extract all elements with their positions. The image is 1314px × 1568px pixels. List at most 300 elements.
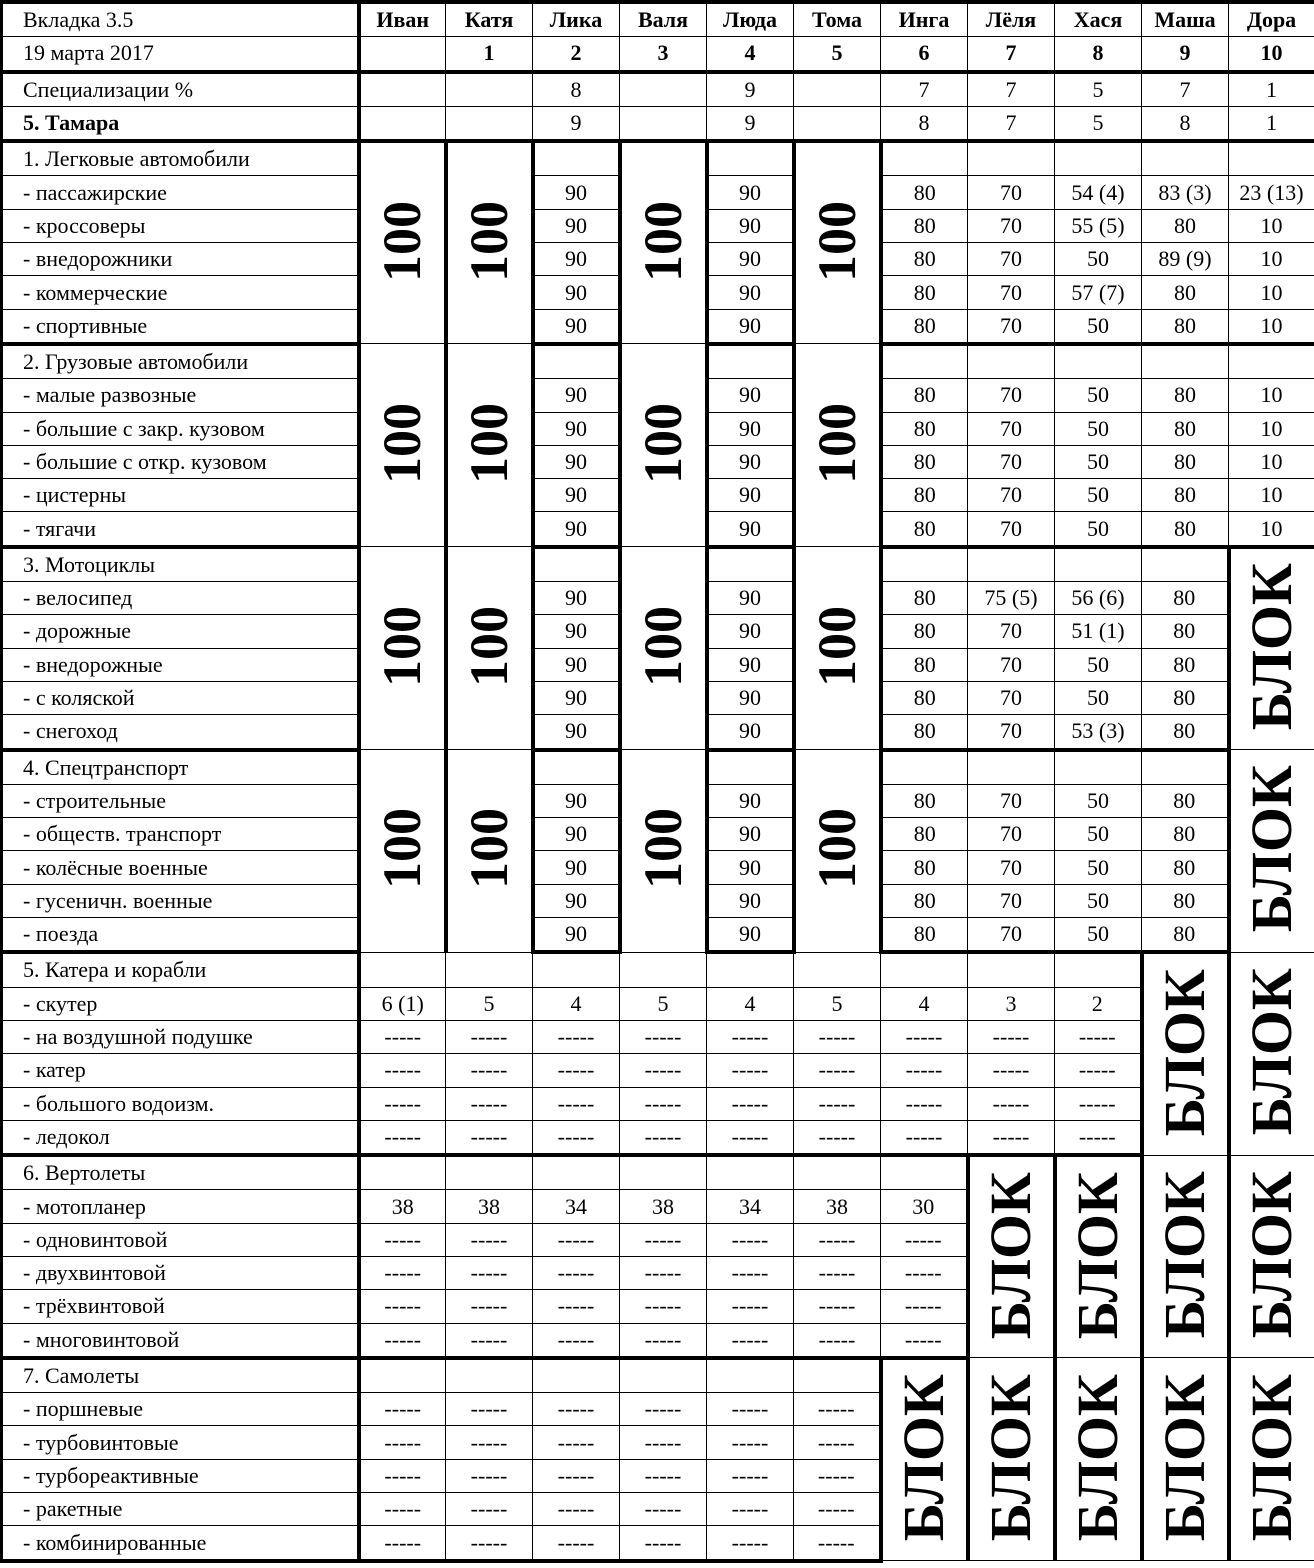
value-cell: 70 [968,884,1055,917]
merged-100-cell [794,750,881,953]
value-cell: ----- [707,1087,794,1120]
value-cell: 50 [1055,918,1142,953]
merged-100: 100 [807,200,867,282]
value-cell: 80 [1142,445,1229,478]
value-cell: ----- [446,1223,533,1256]
empty-cell [1229,344,1314,379]
value-cell: ----- [968,1120,1055,1155]
empty-cell [707,1155,794,1190]
value-cell: ----- [359,1054,446,1087]
value-cell: ----- [533,1290,620,1323]
blok-label: БЛОК [891,1374,956,1542]
merged-100-cell [620,141,707,344]
blok-label: БЛОК [978,1171,1043,1339]
blok-cell [1229,1155,1314,1358]
empty-cell [533,141,620,176]
value-cell: 38 [359,1190,446,1223]
spec-cell [620,72,707,107]
row-label: - турбовинтовые [2,1426,359,1459]
value-cell: 10 [1229,479,1314,512]
tamara-label: 5. Тамара [2,106,359,141]
row-label: - двухвинтовой [2,1256,359,1289]
empty-cell [968,750,1055,785]
value-cell: ----- [446,1020,533,1053]
value-cell: 90 [707,512,794,547]
value-cell: ----- [707,1120,794,1155]
value-cell: 90 [533,681,620,714]
merged-100-cell [359,750,446,953]
value-cell: 50 [1055,445,1142,478]
empty-cell [881,750,968,785]
value-cell: ----- [620,1393,707,1426]
value-cell: 10 [1229,412,1314,445]
empty-cell [881,141,968,176]
value-cell: 90 [533,243,620,276]
empty-cell [620,1155,707,1190]
value-cell: ----- [620,1290,707,1323]
value-cell: 90 [707,615,794,648]
value-cell: ----- [359,1426,446,1459]
value-cell: 70 [968,445,1055,478]
blok-cell [968,1358,1055,1561]
column-name: Иван [359,2,446,37]
value-cell: 90 [707,851,794,884]
merged-100-cell [620,344,707,547]
value-cell: 90 [533,715,620,750]
value-cell: 50 [1055,884,1142,917]
merged-100: 100 [807,402,867,484]
merged-100: 100 [459,200,519,282]
value-cell: 90 [707,309,794,344]
spec-cell: 9 [707,72,794,107]
value-cell: 90 [533,512,620,547]
blok-label: БЛОК [1152,1373,1217,1541]
value-cell: ----- [620,1087,707,1120]
spec-cell [794,72,881,107]
value-cell: ----- [881,1256,968,1289]
column-number: 8 [1055,37,1142,72]
value-cell: 38 [446,1190,533,1223]
value-cell: ----- [533,1323,620,1358]
value-cell: 80 [881,276,968,309]
value-cell: ----- [533,1256,620,1289]
value-cell: 90 [707,715,794,750]
empty-cell [1055,547,1142,582]
value-cell: ----- [533,1120,620,1155]
value-cell: 90 [707,176,794,209]
value-cell: 90 [707,582,794,615]
row-label: - гусеничн. военные [2,884,359,917]
value-cell: 53 (3) [1055,715,1142,750]
value-cell: 90 [707,445,794,478]
value-cell: 4 [881,987,968,1020]
spec-cell [359,72,446,107]
value-cell: 70 [968,276,1055,309]
value-cell: ----- [620,1323,707,1358]
value-cell: 80 [881,884,968,917]
merged-100: 100 [372,402,432,484]
merged-100-cell [620,547,707,750]
merged-100: 100 [633,605,693,687]
value-cell: 70 [968,615,1055,648]
row-label: - велосипед [2,582,359,615]
section-title: 2. Грузовые автомобили [2,344,359,379]
empty-cell [1229,141,1314,176]
value-cell: 90 [533,309,620,344]
value-cell: ----- [707,1256,794,1289]
value-cell: ----- [1055,1087,1142,1120]
value-cell: 70 [968,176,1055,209]
value-cell: 50 [1055,412,1142,445]
empty-cell [446,1155,533,1190]
column-number: 3 [620,37,707,72]
value-cell: 50 [1055,681,1142,714]
value-cell: ----- [446,1493,533,1526]
blok-cell [1142,1358,1229,1561]
value-cell: 70 [968,715,1055,750]
value-cell: ----- [533,1020,620,1053]
value-cell: ----- [620,1426,707,1459]
value-cell: 50 [1055,479,1142,512]
empty-cell [533,750,620,785]
value-cell: ----- [1055,1020,1142,1053]
value-cell: 90 [707,818,794,851]
value-cell: ----- [707,1290,794,1323]
value-cell: ----- [794,1493,881,1526]
value-cell: 80 [1142,784,1229,817]
blok-label: БЛОК [1152,1170,1217,1339]
value-cell: ----- [446,1459,533,1492]
value-cell: 89 (9) [1142,243,1229,276]
value-cell: 90 [533,276,620,309]
value-cell: 34 [707,1190,794,1223]
value-cell: 70 [968,681,1055,714]
value-cell: ----- [881,1223,968,1256]
spec-cell: 7 [881,72,968,107]
tamara-cell: 9 [533,106,620,141]
value-cell: 90 [533,818,620,851]
row-label: - одновинтовой [2,1223,359,1256]
value-cell: ----- [707,1459,794,1492]
row-label: - ледокол [2,1120,359,1155]
value-cell: 80 [1142,309,1229,344]
value-cell: 70 [968,512,1055,547]
value-cell: 70 [968,918,1055,953]
value-cell: 70 [968,243,1055,276]
value-cell: 70 [968,784,1055,817]
value-cell: 6 (1) [359,987,446,1020]
tamara-cell [359,106,446,141]
blok-label: БЛОК [1239,1373,1305,1541]
value-cell: 80 [881,851,968,884]
blok-cell [1142,952,1229,1155]
value-cell: 4 [533,987,620,1020]
value-cell: 50 [1055,851,1142,884]
merged-100-cell [794,547,881,750]
value-cell: ----- [794,1256,881,1289]
spec-label: Специализации % [2,72,359,107]
value-cell: ----- [1055,1120,1142,1155]
value-cell: 57 (7) [1055,276,1142,309]
merged-100-cell [359,344,446,547]
value-cell: 80 [1142,818,1229,851]
value-cell: 70 [968,648,1055,681]
column-name: Хася [1055,2,1142,37]
tamara-cell: 9 [707,106,794,141]
blok-label: БЛОК [1152,968,1217,1137]
row-label: - малые развозные [2,379,359,412]
value-cell: ----- [359,1526,446,1561]
spec-cell [446,72,533,107]
value-cell: 90 [533,582,620,615]
value-cell: ----- [881,1087,968,1120]
row-label: - спортивные [2,309,359,344]
value-cell: 90 [533,412,620,445]
value-cell: 80 [1142,918,1229,953]
value-cell: 80 [881,176,968,209]
value-cell: 90 [707,479,794,512]
row-label: - мотопланер [2,1190,359,1223]
value-cell: ----- [707,1020,794,1053]
value-cell: 80 [1142,851,1229,884]
value-cell: ----- [446,1054,533,1087]
row-label: - дорожные [2,615,359,648]
value-cell: ----- [533,1223,620,1256]
value-cell: 80 [1142,512,1229,547]
value-cell: 90 [533,479,620,512]
blok-cell [1055,1155,1142,1358]
value-cell: ----- [794,1290,881,1323]
value-cell: ----- [794,1054,881,1087]
value-cell: 80 [881,715,968,750]
value-cell: 51 (1) [1055,615,1142,648]
value-cell: ----- [446,1120,533,1155]
blok-cell [1142,1155,1229,1358]
value-cell: ----- [359,1020,446,1053]
column-number: 7 [968,37,1055,72]
row-label: - многовинтовой [2,1323,359,1358]
empty-cell [707,547,794,582]
empty-cell [620,1358,707,1393]
blok-label: БЛОК [1239,765,1305,933]
value-cell: 80 [1142,715,1229,750]
column-name: Инга [881,2,968,37]
value-cell: 90 [707,648,794,681]
value-cell: 90 [533,445,620,478]
value-cell: 80 [1142,209,1229,242]
row-label: - поршневые [2,1393,359,1426]
value-cell: ----- [359,1087,446,1120]
value-cell: ----- [707,1493,794,1526]
row-label: - большие с откр. кузовом [2,445,359,478]
tamara-cell [794,106,881,141]
merged-100: 100 [372,200,432,282]
value-cell: 10 [1229,512,1314,547]
value-cell: ----- [707,1426,794,1459]
empty-cell [881,344,968,379]
value-cell: ----- [794,1223,881,1256]
value-cell: 5 [620,987,707,1020]
value-cell: ----- [359,1493,446,1526]
value-cell: ----- [446,1323,533,1358]
value-cell: 10 [1229,445,1314,478]
empty-cell [707,1358,794,1393]
empty-cell [707,141,794,176]
column-name: Маша [1142,2,1229,37]
empty-cell [968,952,1055,987]
column-name: Тома [794,2,881,37]
merged-100: 100 [633,200,693,282]
value-cell: 90 [533,918,620,953]
value-cell: 80 [881,512,968,547]
merged-100-cell [446,344,533,547]
column-number: 6 [881,37,968,72]
value-cell: ----- [707,1526,794,1561]
value-cell: ----- [620,1526,707,1561]
column-number [359,37,446,72]
value-cell: ----- [620,1120,707,1155]
value-cell: 50 [1055,818,1142,851]
column-name: Люда [707,2,794,37]
empty-cell [794,1358,881,1393]
empty-cell [620,952,707,987]
value-cell: 50 [1055,309,1142,344]
value-cell: 55 (5) [1055,209,1142,242]
value-cell: ----- [620,1223,707,1256]
merged-100-cell [446,141,533,344]
blok-cell [1229,1358,1314,1561]
value-cell: 75 (5) [968,582,1055,615]
value-cell: 80 [881,648,968,681]
column-number: 4 [707,37,794,72]
blok-cell [1055,1358,1142,1561]
tamara-cell [446,106,533,141]
spec-cell: 7 [1142,72,1229,107]
column-name: Лика [533,2,620,37]
empty-cell [1142,141,1229,176]
row-label: - пассажирские [2,176,359,209]
value-cell: 10 [1229,379,1314,412]
value-cell: 80 [881,412,968,445]
blok-cell [968,1155,1055,1358]
value-cell: 56 (6) [1055,582,1142,615]
value-cell: ----- [359,1459,446,1492]
empty-cell [707,952,794,987]
blok-label: БЛОК [978,1373,1043,1541]
empty-cell [707,344,794,379]
value-cell: 34 [533,1190,620,1223]
empty-cell [968,344,1055,379]
value-cell: 80 [1142,582,1229,615]
value-cell: 90 [707,681,794,714]
value-cell: 80 [881,479,968,512]
column-name: Катя [446,2,533,37]
value-cell: ----- [881,1120,968,1155]
value-cell: 80 [881,309,968,344]
value-cell: ----- [707,1323,794,1358]
value-cell: 90 [707,276,794,309]
row-label: - коммерческие [2,276,359,309]
value-cell: 80 [881,818,968,851]
value-cell: ----- [794,1087,881,1120]
spec-cell: 1 [1229,72,1314,107]
value-cell: ----- [533,1054,620,1087]
value-cell: 90 [707,379,794,412]
merged-100: 100 [459,808,519,890]
value-cell: 80 [881,615,968,648]
value-cell: 90 [707,918,794,953]
value-cell: 90 [533,648,620,681]
value-cell: ----- [533,1087,620,1120]
tamara-cell: 1 [1229,106,1314,141]
merged-100-cell [446,750,533,953]
value-cell: 80 [881,784,968,817]
spec-cell: 8 [533,72,620,107]
value-cell: 4 [707,987,794,1020]
value-cell: 50 [1055,512,1142,547]
merged-100-cell [794,344,881,547]
column-name: Лёля [968,2,1055,37]
value-cell: 90 [533,209,620,242]
row-label: - снегоход [2,715,359,750]
section-title: 3. Мотоциклы [2,547,359,582]
empty-cell [881,547,968,582]
row-label: - большого водоизм. [2,1087,359,1120]
column-name: Дора [1229,2,1314,37]
value-cell: 90 [533,784,620,817]
value-cell: ----- [707,1223,794,1256]
value-cell: 80 [1142,379,1229,412]
value-cell: ----- [620,1493,707,1526]
value-cell: ----- [1055,1054,1142,1087]
row-label: - строительные [2,784,359,817]
empty-cell [533,952,620,987]
value-cell: ----- [794,1459,881,1492]
value-cell: 80 [1142,681,1229,714]
value-cell: 90 [533,379,620,412]
empty-cell [968,547,1055,582]
row-label: - трёхвинтовой [2,1290,359,1323]
value-cell: ----- [446,1087,533,1120]
value-cell: ----- [707,1393,794,1426]
row-label: - с коляской [2,681,359,714]
row-label: - внедорожные [2,648,359,681]
empty-cell [359,1155,446,1190]
value-cell: 70 [968,479,1055,512]
value-cell: 10 [1229,309,1314,344]
value-cell: 23 (13) [1229,176,1314,209]
row-label: - скутер [2,987,359,1020]
tamara-cell: 8 [1142,106,1229,141]
value-cell: 2 [1055,987,1142,1020]
column-number: 5 [794,37,881,72]
value-cell: ----- [446,1290,533,1323]
tamara-cell: 7 [968,106,1055,141]
value-cell: 90 [533,615,620,648]
value-cell: ----- [620,1459,707,1492]
blok-label: БЛОК [1239,968,1305,1136]
merged-100: 100 [633,808,693,890]
column-number: 9 [1142,37,1229,72]
value-cell: ----- [968,1087,1055,1120]
value-cell: 80 [881,445,968,478]
value-cell: 70 [968,379,1055,412]
merged-100: 100 [372,808,432,890]
value-cell: ----- [707,1054,794,1087]
merged-100: 100 [807,605,867,687]
merged-100-cell [794,141,881,344]
value-cell: 90 [707,243,794,276]
